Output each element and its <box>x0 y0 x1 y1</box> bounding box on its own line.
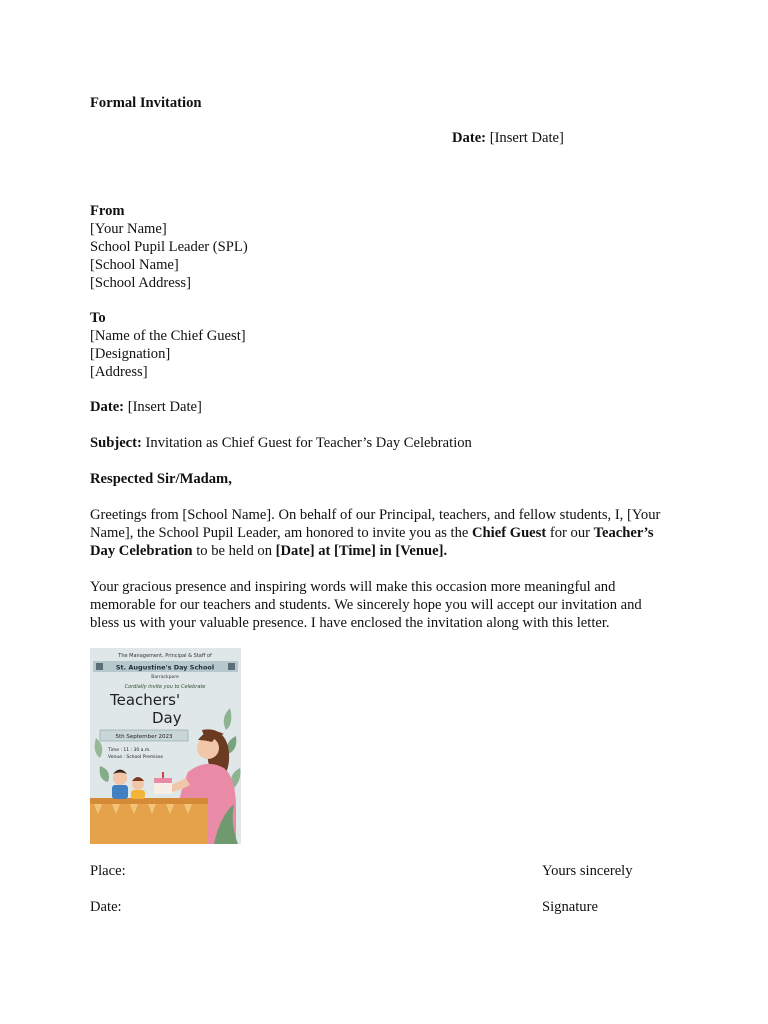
letter-date-label: Date: <box>90 399 125 415</box>
top-date-value: [Insert Date] <box>489 130 564 146</box>
footer-date-label: Date: <box>90 899 122 915</box>
poster-school-name: St. Augustine's Day School <box>115 663 215 672</box>
invitation-poster-image <box>90 648 241 844</box>
poster-location: Barrackpore <box>151 675 179 680</box>
place-label: Place: <box>90 863 126 879</box>
letter-date-value: [Insert Date] <box>127 399 202 415</box>
poster-title-line2: Day <box>152 709 182 727</box>
body-paragraph-2: Your gracious presence and inspiring words will make this occasion more meaningful and memorable for our teachers and students. We sincerely hope you will accept our invitation and bless us with your valuable presence. I have enclosed the invitation along with this letter. <box>90 579 642 631</box>
poster-title-line1: Teachers' <box>110 691 181 709</box>
from-line: School Pupil Leader (SPL) <box>90 239 248 255</box>
to-block <box>90 309 246 381</box>
para1-text: to be held on <box>192 543 276 559</box>
letter-date <box>90 398 202 416</box>
event-name-emphasis: Teacher’s Day Celebration <box>90 525 654 559</box>
from-line: [Your Name] <box>90 221 167 237</box>
chief-guest-emphasis: Chief Guest <box>472 525 547 541</box>
poster-time: Time : 11 : 30 a.m. <box>108 748 151 753</box>
poster-venue: Venue : School Premises <box>108 755 163 760</box>
from-line: [School Address] <box>90 275 191 291</box>
para1-text: Greetings from [School Name]. On behalf of our Principal, teachers, and fellow students, I, [Your Name], the School Pupil Leader, am honored to invite you as the <box>90 507 661 541</box>
subject-line <box>90 434 472 452</box>
from-line: [School Name] <box>90 257 179 273</box>
subject-text: Invitation as Chief Guest for Teacher’s Day Celebration <box>145 435 472 451</box>
letter-heading: Formal Invitation <box>90 95 202 111</box>
to-line: [Designation] <box>90 346 171 362</box>
from-label: From <box>90 203 125 219</box>
to-line: [Name of the Chief Guest] <box>90 328 246 344</box>
event-details-emphasis: [Date] at [Time] in [Venue]. <box>275 543 448 559</box>
poster-date: 5th September 2023 <box>115 734 173 740</box>
to-line: [Address] <box>90 364 148 380</box>
from-block <box>90 202 248 292</box>
closing-text: Yours sincerely <box>542 863 633 879</box>
subject-label: Subject: <box>90 435 142 451</box>
top-date-label: Date: <box>452 130 487 146</box>
poster-invite-line: Cordially invite you to Celebrate <box>124 684 206 690</box>
signature-label: Signature <box>542 899 598 915</box>
salutation: Respected Sir/Madam, <box>90 471 232 487</box>
to-label: To <box>90 310 106 326</box>
top-date <box>452 129 564 147</box>
poster-header-text: The Management, Principal & Staff of <box>118 653 212 659</box>
para1-text: for our <box>546 525 594 541</box>
body-paragraph-1 <box>90 506 670 560</box>
